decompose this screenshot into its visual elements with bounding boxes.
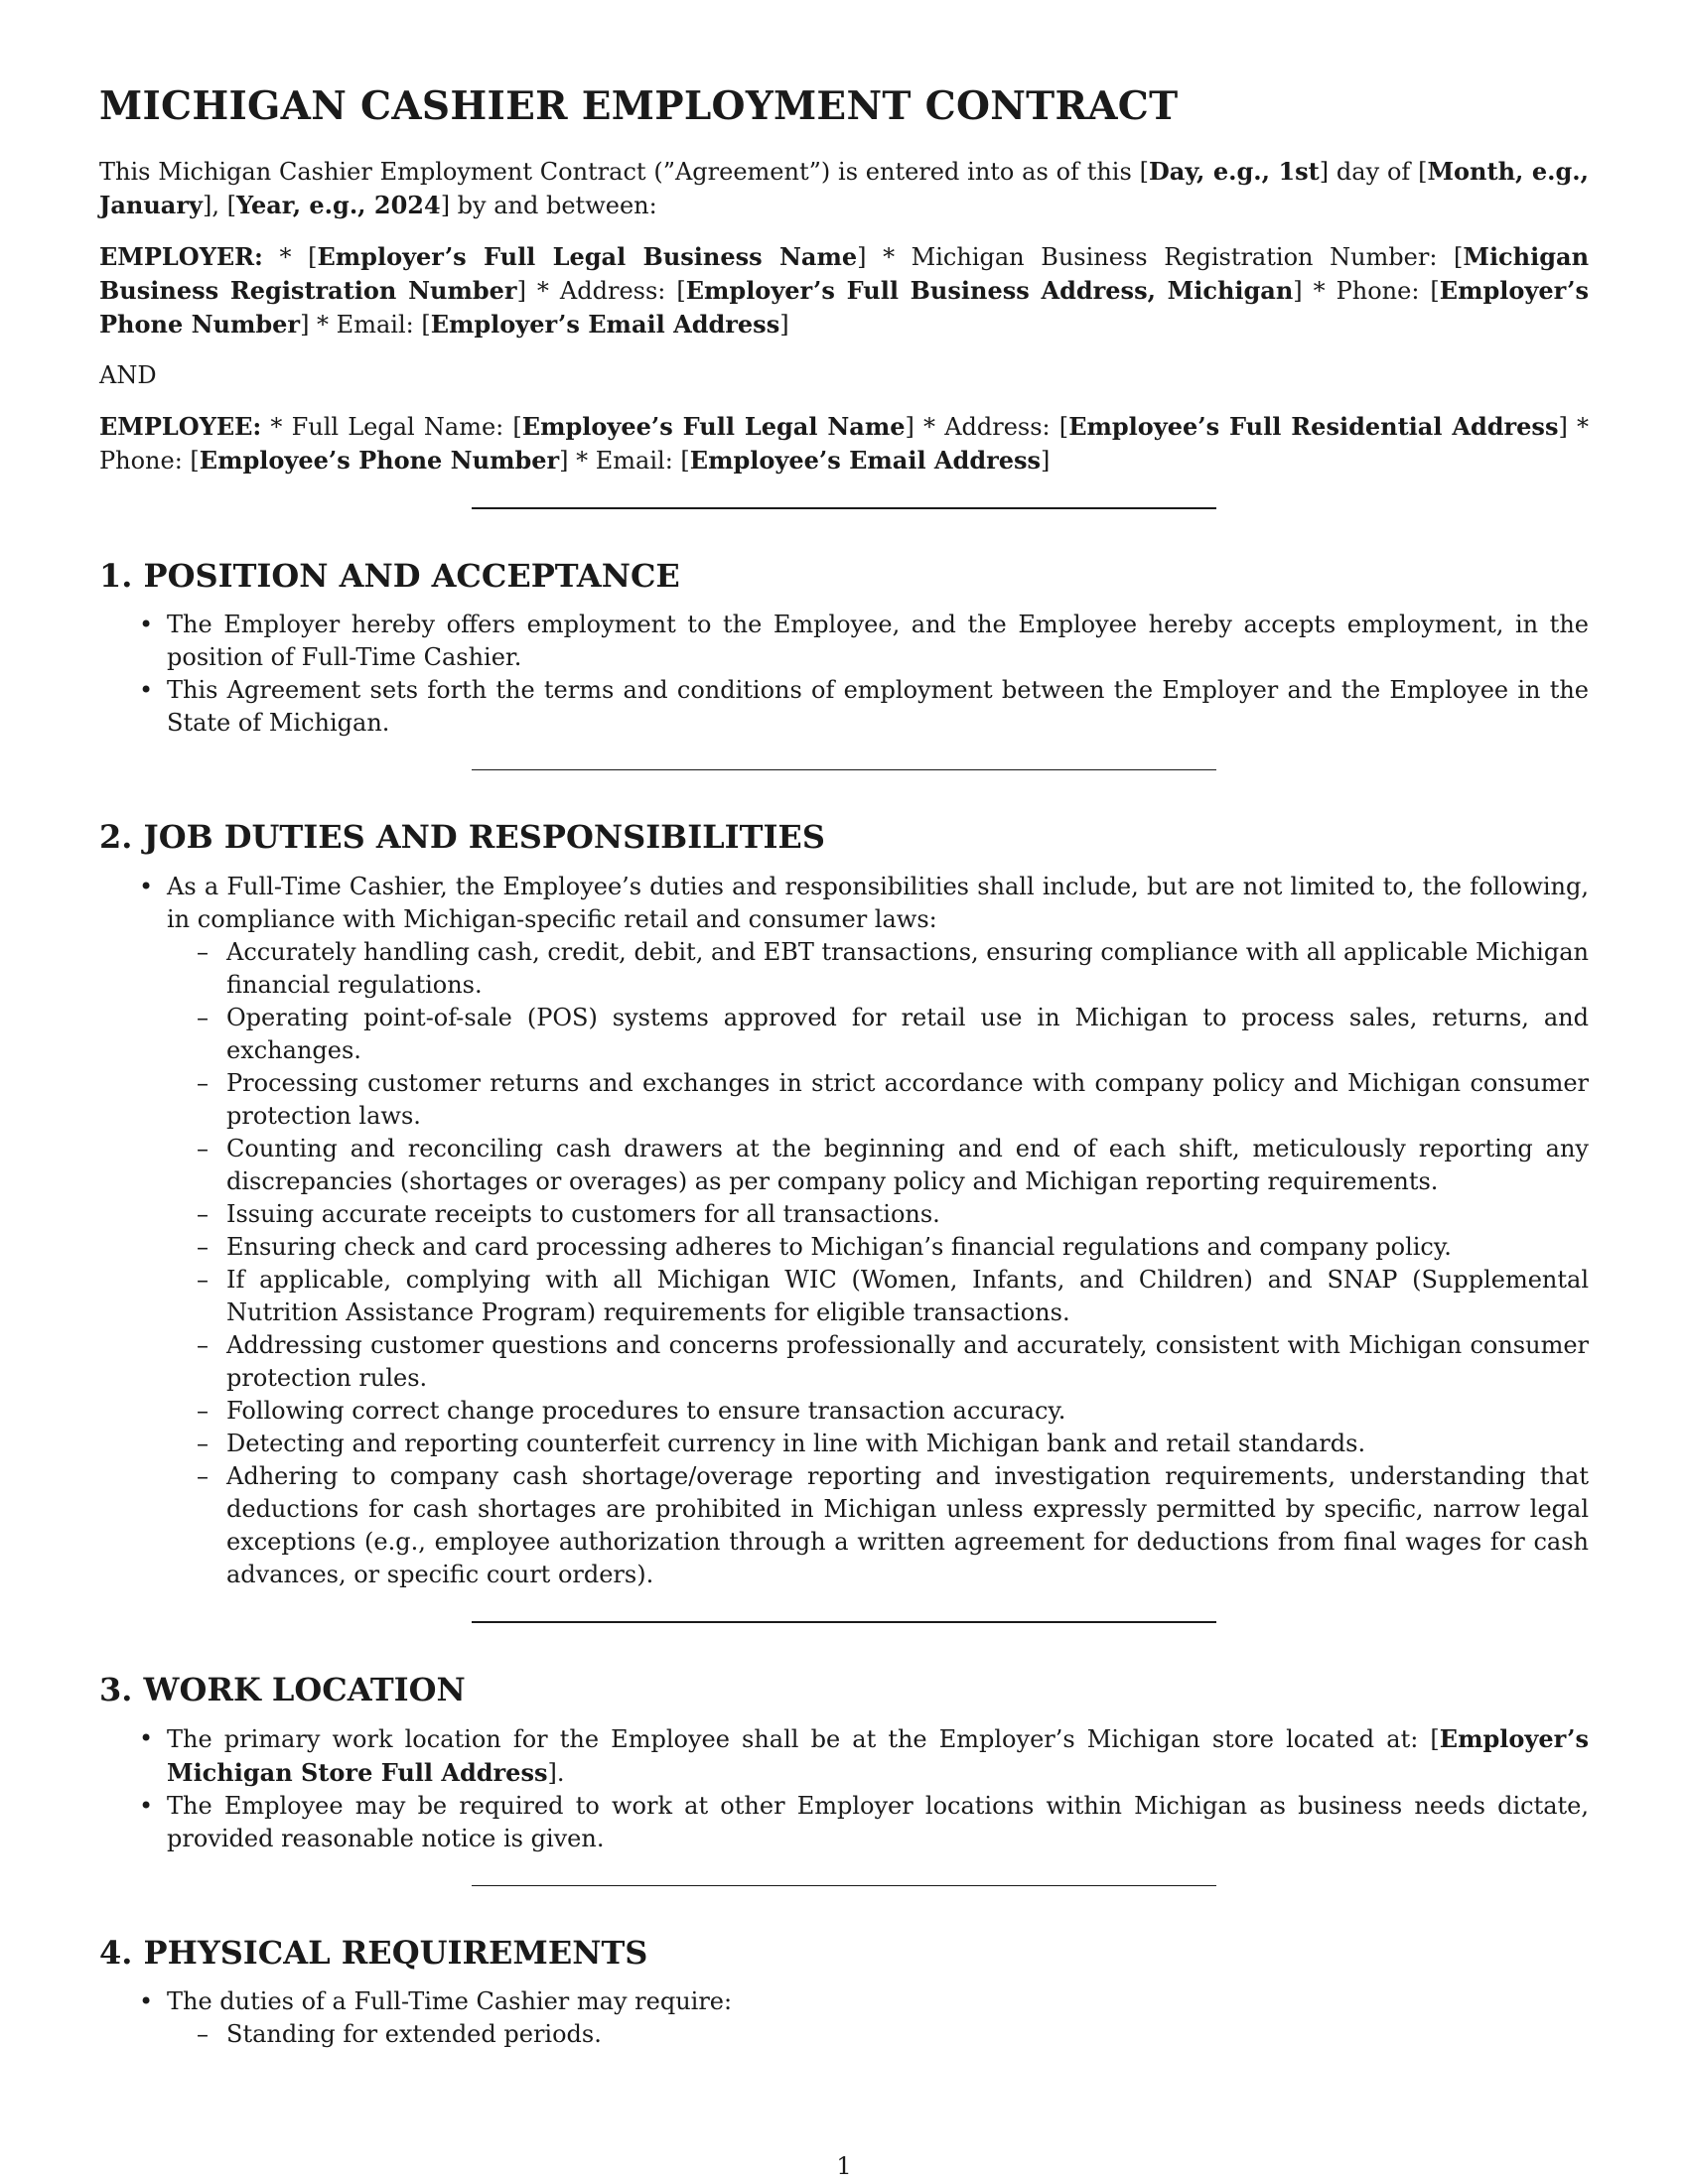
intro-paragraph: This Michigan Cashier Employment Contract (”Agreement”) is entered into as of this [Day, e.g., 1st] day of [Month, e.g., January], [Year, e.g., 2024] by and between: — [99, 156, 1590, 219]
horizontal-rule — [472, 1621, 1216, 1623]
bullet-list — [99, 609, 1589, 740]
bullet-list — [99, 1985, 1589, 2051]
employer-label: EMPLOYER: — [99, 241, 263, 271]
sub-list-item: – Accurately handling cash, credit, debit, and EBT transactions, ensuring compliance with all applicable Michigan financial regulations. — [226, 936, 1589, 1002]
employer-name-placeholder: Employer’s Full Legal Business Name — [317, 241, 858, 271]
sub-list-item: – Processing customer returns and exchanges in strict accordance with company policy and Michigan consumer protection laws. — [226, 1067, 1589, 1133]
bullet-list — [99, 1722, 1589, 1855]
employer-email-placeholder: Employer’s Email Address — [430, 309, 780, 339]
horizontal-rule — [472, 507, 1216, 509]
sub-list-item: – Following correct change procedures to ensure transaction accuracy. — [226, 1395, 1589, 1428]
bullet-item: • As a Full-Time Cashier, the Employee’s duties and responsibilities shall include, but are not limited to, the following, in compliance with Michigan-specific retail and consumer laws: – Accurately handling cash, credit, debit, and EBT transactions, ensuring compliance with all applicable Michigan financial regulations. – Operating point-of-sale (POS) systems approved for retail use in Michigan to process sales, returns, and exchanges. – Processing customer returns and exchanges in strict accordance with company policy and Michigan consumer protection laws. – Counting and reconciling cash drawers at the beginning and end of each shift, meticulously reporting any discrepancies (shortages or overages) as per company policy and Michigan reporting requirements. – Issuing accurate receipts to customers for all transactions. – Ensuring check and card processing adheres to Michigan’s financial regulations and company policy. – If applicable, complying with all Michigan WIC (Women, Infants, and Children) and SNAP (Supplemental Nutrition Assistance Program) requirements for eligible transactions. – Addressing customer questions and concerns professionally and accurately, consistent with Michigan consumer protection rules. – Following correct change procedures to ensure transaction accuracy. – Detecting and reporting counterfeit currency in line with Michigan bank and retail standards. – Adhering to company cash shortage/overage reporting and investigation requirements, understanding that deductions for cash shortages are prohibited in Michigan unless expressly permitted by specific, narrow legal exceptions (e.g., employee authorization through a written agreement for deductions from final wages for cash advances, or specific court orders). — [167, 871, 1589, 1591]
section-title: 3. WORK LOCATION — [99, 1670, 466, 1708]
bullet-list — [99, 871, 1589, 1591]
and-separator-text: AND — [99, 360, 157, 389]
employee-label: EMPLOYEE: — [99, 411, 262, 441]
sub-list-item: – If applicable, complying with all Michigan WIC (Women, Infants, and Children) and SNAP (Supplemental Nutrition Assistance Program) requirements for eligible transactions. — [226, 1264, 1589, 1329]
section-title: 2. JOB DUTIES AND RESPONSIBILITIES — [99, 818, 825, 857]
employee-block: EMPLOYEE: * Full Legal Name: [Employee’s Full Legal Name] * Address: [Employee’s Full Residential Address] * Phone: [Employee’s Phone Number] * Email: [Employee’s Email Address] — [99, 411, 1590, 475]
sub-list — [167, 2018, 1589, 2051]
document-title: MICHIGAN CASHIER EMPLOYMENT CONTRACT — [99, 83, 1179, 129]
bullet-item: • The Employee may be required to work at other Employer locations within Michigan as business needs dictate, provided reasonable notice is given. — [167, 1790, 1589, 1855]
sub-list-item: – Ensuring check and card processing adheres to Michigan’s financial regulations and company policy. — [226, 1231, 1589, 1264]
sub-list-item: – Addressing customer questions and concerns professionally and accurately, consistent with Michigan consumer protection rules. — [226, 1329, 1589, 1395]
sub-list — [167, 936, 1589, 1591]
bullet-item: • This Agreement sets forth the terms and conditions of employment between the Employer and the Employee in the State of Michigan. — [167, 674, 1589, 740]
bullet-item: • The primary work location for the Employee shall be at the Employer’s Michigan store located at: [Employer’s Michigan Store Full Address]. — [167, 1722, 1589, 1790]
sub-list-item: – Adhering to company cash shortage/overage reporting and investigation requirements, understanding that deductions for cash shortages are prohibited in Michigan unless expressly permitted by specific, narrow legal exceptions (e.g., employee authorization through a written agreement for deductions from final wages for cash advances, or specific court orders). — [226, 1460, 1589, 1591]
bullet-item: • The Employer hereby offers employment to the Employee, and the Employee hereby accepts employment, in the position of Full-Time Cashier. — [167, 609, 1589, 674]
day-placeholder: Day, e.g., 1st — [1148, 156, 1320, 186]
sub-list-item: – Detecting and reporting counterfeit currency in line with Michigan bank and retail standards. — [226, 1428, 1589, 1460]
employee-phone-placeholder: Employee’s Phone Number — [199, 445, 560, 475]
employer-block: EMPLOYER: * [Employer’s Full Legal Business Name] * Michigan Business Registration Number: [Michigan Business Registration Number] * Address: [Employer’s Full Business Address, Michigan] * Phone: [Employer’s Phone Number] * Email: [Employer’s Email Address] — [99, 241, 1590, 339]
sub-list-item: – Issuing accurate receipts to customers for all transactions. — [226, 1198, 1589, 1231]
document-page — [99, 84, 1589, 2149]
bullet-item: • The duties of a Full-Time Cashier may require: – Standing for extended periods. — [167, 1985, 1589, 2051]
employee-email-placeholder: Employee’s Email Address — [689, 445, 1042, 475]
section-title: 1. POSITION AND ACCEPTANCE — [99, 556, 680, 595]
employee-address-placeholder: Employee’s Full Residential Address — [1068, 411, 1559, 441]
page-number: 1 — [836, 2152, 852, 2180]
sub-list-item: – Operating point-of-sale (POS) systems approved for retail use in Michigan to process sales, returns, and exchanges. — [226, 1002, 1589, 1067]
employer-reg-placeholder: Michigan Business Registration Number — [99, 241, 1590, 305]
month-placeholder: Month, e.g., January — [99, 156, 1590, 219]
horizontal-rule — [472, 1885, 1216, 1886]
employer-phone-placeholder: Employer’s Phone Number — [99, 275, 1589, 339]
year-placeholder: Year, e.g., 2024 — [235, 190, 441, 219]
section-title: 4. PHYSICAL REQUIREMENTS — [99, 1934, 648, 1973]
employer-address-placeholder: Employer’s Full Business Address, Michigan — [685, 275, 1294, 305]
store-address-placeholder: Employer’s Michigan Store Full Address — [167, 1724, 1589, 1788]
sub-list-item: – Standing for extended periods. — [226, 2018, 1589, 2051]
horizontal-rule — [472, 769, 1216, 770]
sub-list-item: – Counting and reconciling cash drawers at the beginning and end of each shift, meticulously reporting any discrepancies (shortages or overages) as per company policy and Michigan reporting requirements. — [226, 1133, 1589, 1198]
employee-name-placeholder: Employee’s Full Legal Name — [521, 411, 906, 441]
